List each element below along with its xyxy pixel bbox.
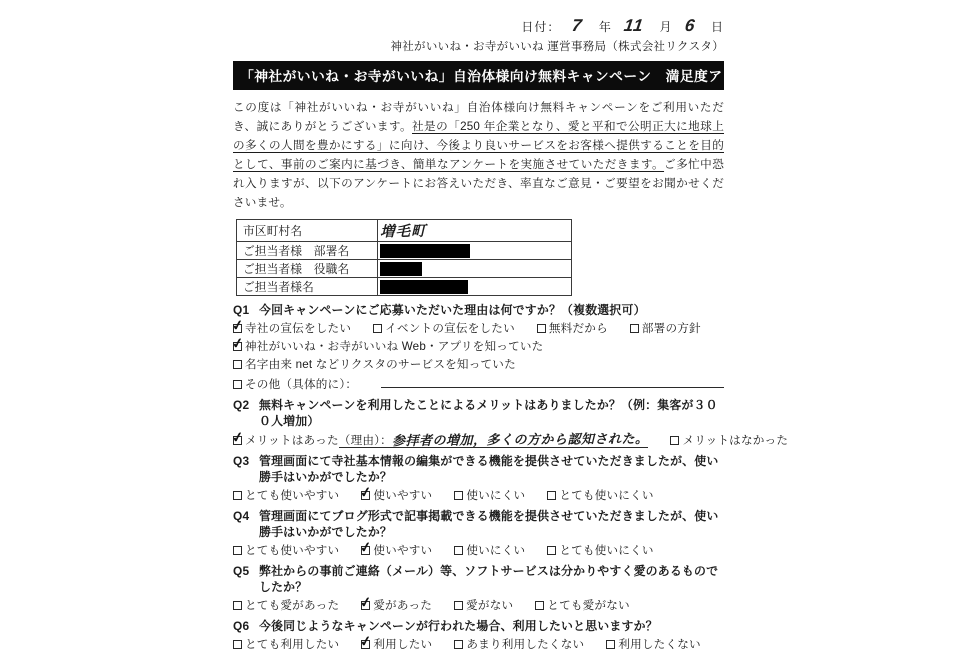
info-table-value [378, 278, 572, 296]
info-table-value [378, 242, 572, 260]
option-row [233, 375, 724, 392]
option [630, 321, 701, 336]
option [233, 637, 339, 652]
redaction-bar [380, 244, 470, 258]
checkbox-checked-icon [361, 640, 370, 649]
option-label: その他（具体的に）： [245, 378, 358, 391]
question-q1 [233, 302, 724, 392]
handwritten-month-value: 11 [622, 16, 645, 35]
option [233, 357, 516, 372]
option-label: 愛がない [466, 599, 514, 612]
option [547, 488, 653, 503]
checkbox-icon [233, 601, 242, 610]
option-label: とても使いやすい [245, 489, 340, 502]
question-text: 無料キャンペーンを利用したことによるメリットはありましたか？（例：集客が３００人増加） [259, 398, 718, 428]
question-text: 管理画面にて寺社基本情報の編集ができる機能を提供させていただきましたが、使い勝手はいかがでしたか？ [259, 454, 719, 484]
checkbox-icon [233, 640, 242, 649]
checkbox-checked-icon [233, 342, 242, 351]
info-table-value [378, 260, 572, 278]
checkbox-icon [454, 640, 463, 649]
option-label: 名字由来 net などリクスタのサービスを知っていた [245, 358, 516, 371]
checkbox-icon [670, 436, 679, 445]
checkbox-icon [233, 380, 242, 389]
question-number: Q3 [233, 454, 250, 468]
option [454, 488, 525, 503]
option-label: とても使いやすい [245, 544, 340, 557]
checkbox-checked-icon [361, 491, 370, 500]
option [233, 377, 357, 392]
option-label: とても利用したい [245, 638, 340, 651]
option-label: 使いにくい [466, 489, 526, 502]
question-text: 今回キャンペーンにご応募いただいた理由は何ですか？（複数選択可） [259, 303, 646, 317]
issuer-line: 神社がいいね・お寺がいいね 運営事務局（株式会社リクスタ） [390, 41, 724, 53]
question-number: Q1 [233, 303, 250, 317]
question-header [233, 302, 724, 318]
intro-paragraph [233, 98, 724, 212]
checkbox-icon [373, 324, 382, 333]
checkbox-icon [233, 491, 242, 500]
question-header [233, 453, 724, 485]
option-label: とても使いにくい [559, 489, 654, 502]
question-q5 [233, 563, 724, 613]
option-row [233, 543, 724, 558]
checkbox-icon [454, 491, 463, 500]
option [233, 598, 339, 613]
question-header [233, 563, 724, 595]
info-table-label: ご担当者様名 [237, 278, 378, 296]
checkbox-checked-icon [233, 324, 242, 333]
option-label: 無料だから [548, 322, 608, 335]
scanned-survey-document [233, 16, 789, 657]
checkbox-icon [454, 546, 463, 555]
option-row [233, 357, 724, 372]
checkbox-checked-icon [361, 546, 370, 555]
info-table-label: ご担当者様 部署名 [237, 242, 378, 260]
handwritten-answer: 参拝者の増加，多くの方から認知された。 [391, 430, 649, 449]
handwritten-year-value: 7 [571, 16, 585, 35]
option-label: 使いにくい [466, 544, 526, 557]
option-label: 利用したい [373, 638, 433, 651]
question-q2 [233, 397, 789, 449]
intro-text-segment: 社是の「250 年企業となり、愛と平和で公明正大に地球上の多くの人間を豊かにする」に向け、今後より良いサービスをお客様へ提供することを目的として、事前のご案内に基づき、簡単なアンケートを実施させていただきます。 [233, 120, 725, 171]
option-label: イベントの宣伝をしたい [385, 322, 515, 335]
info-table-row [237, 278, 572, 296]
checkbox-icon [454, 601, 463, 610]
option [233, 321, 351, 336]
question-text: 管理画面にてブログ形式で記事掲載できる機能を提供させていただきましたが、使い勝手はいかがでしたか？ [259, 509, 719, 539]
title-banner: 「神社がいいね・お寺がいいね」自治体様向け無料キャンペーン 満足度アンケート [233, 61, 724, 90]
option [373, 321, 515, 336]
option [233, 432, 648, 448]
question-header [233, 508, 724, 540]
date-line [233, 16, 724, 36]
checkbox-checked-icon [361, 601, 370, 610]
option-label: 使いやすい [373, 489, 433, 502]
option-label: メリットはなかった [682, 434, 789, 447]
info-table-value [378, 220, 572, 242]
checkbox-icon [537, 324, 546, 333]
contact-info-table [236, 219, 572, 296]
info-table-label: ご担当者様 役職名 [237, 260, 378, 278]
option-label: とても愛がない [547, 599, 630, 612]
option [670, 433, 788, 448]
option [233, 339, 543, 354]
option [537, 321, 608, 336]
checkbox-icon [630, 324, 639, 333]
checkbox-icon [233, 360, 242, 369]
handwritten-municipality-name: 増毛町 [380, 223, 428, 241]
option-row [233, 430, 789, 449]
checkbox-icon [606, 640, 615, 649]
option-row [233, 488, 724, 503]
question-text: 弊社からの事前ご連絡（メール）等、ソフトサービスは分かりやすく愛のあるものでしたか？ [259, 564, 719, 594]
question-q4 [233, 508, 724, 558]
question-number: Q6 [233, 619, 250, 633]
checkbox-icon [547, 491, 556, 500]
option-row [233, 321, 724, 336]
question-number: Q5 [233, 564, 250, 578]
checkbox-checked-icon [233, 436, 242, 445]
option [361, 598, 432, 613]
option [361, 637, 432, 652]
question-header [233, 618, 724, 634]
questions-section [233, 302, 789, 652]
option-row [233, 598, 724, 613]
option [606, 637, 701, 652]
date-label: 日付： [521, 20, 561, 34]
intro-text-segment: この度は「神社がいいね・お寺がいいね」自治体様向け無料キャンペーンをご利用いただき、誠にありがとうございます。 [233, 101, 724, 133]
option [361, 488, 432, 503]
info-table-row [237, 242, 572, 260]
option [361, 543, 432, 558]
reason-line [338, 430, 649, 449]
option-label: 神社がいいね・お寺がいいね Web・アプリを知っていた [245, 340, 544, 353]
option-label: 愛があった [373, 599, 433, 612]
question-number: Q2 [233, 398, 250, 412]
info-table-body [237, 220, 572, 296]
option-label: とても使いにくい [559, 544, 654, 557]
option-label: 寺社の宣伝をしたい [245, 322, 352, 335]
question-q3 [233, 453, 724, 503]
day-unit-label: 日 [710, 20, 724, 34]
option-row [233, 339, 724, 354]
question-number: Q4 [233, 509, 250, 523]
info-table-row [237, 260, 572, 278]
checkbox-icon [547, 546, 556, 555]
year-unit-label: 年 [598, 20, 612, 34]
reason-label: （理由）： [338, 434, 392, 447]
option [233, 488, 339, 503]
checkbox-icon [233, 546, 242, 555]
option [233, 543, 339, 558]
option-label: とても愛があった [245, 599, 340, 612]
question-text: 今後同じようなキャンペーンが行われた場合、利用したいと思いますか？ [259, 619, 658, 633]
checkbox-icon [535, 601, 544, 610]
option-label: 利用したくない [618, 638, 701, 651]
redaction-bar [380, 262, 422, 276]
info-table-row [237, 220, 572, 242]
option-label: 使いやすい [373, 544, 433, 557]
blank-answer-line [381, 375, 724, 388]
question-header [233, 397, 724, 429]
option-row [233, 637, 724, 652]
question-q6 [233, 618, 724, 652]
option [454, 543, 525, 558]
option [535, 598, 630, 613]
option [454, 598, 513, 613]
option-label: メリットはあった [245, 434, 339, 447]
option-label: 部署の方針 [641, 322, 701, 335]
option-label: あまり利用したくない [466, 638, 585, 651]
info-table-label: 市区町村名 [237, 220, 378, 242]
handwritten-day-value: 6 [683, 16, 697, 35]
intro-text-segment: ご多忙中恐れ入りますが、以下のアンケートにお答えいただき、率直なご意見・ご要望をお聞かせくださいませ。 [233, 158, 724, 209]
month-unit-label: 月 [659, 20, 673, 34]
redaction-bar [380, 280, 468, 294]
option [547, 543, 653, 558]
option [454, 637, 584, 652]
